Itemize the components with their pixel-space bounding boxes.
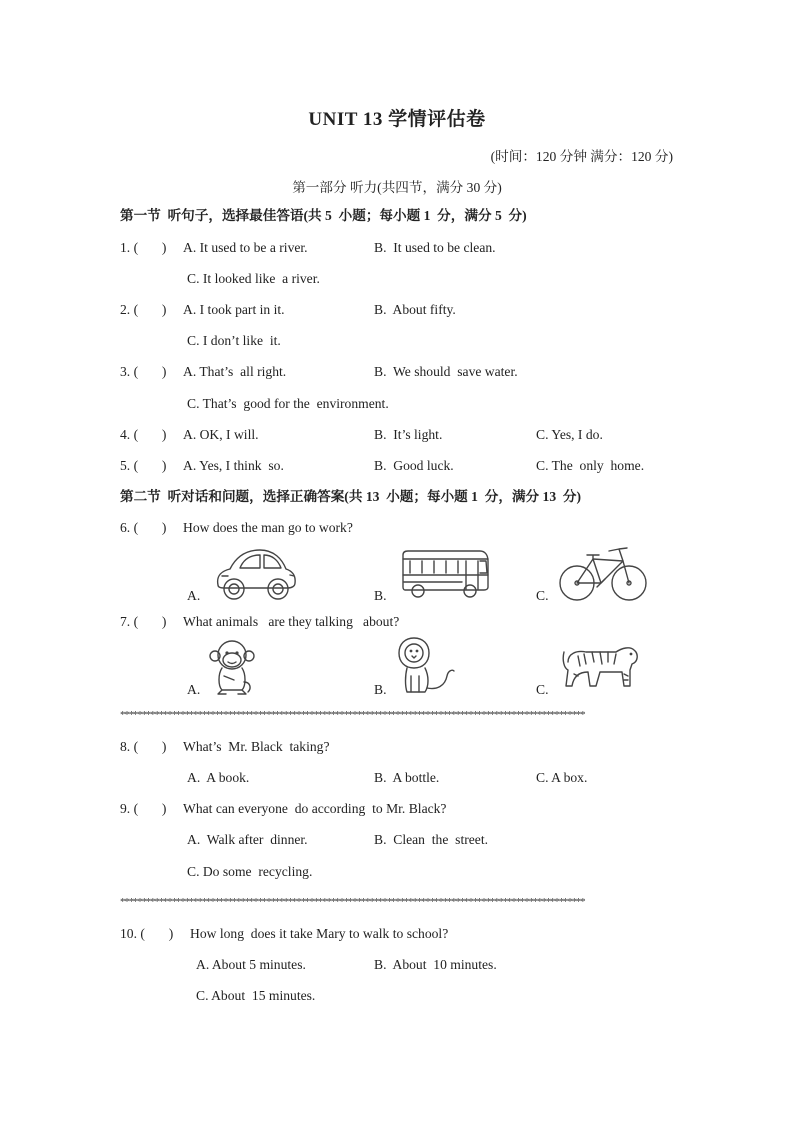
q10-option-a: A. About 5 minutes. (196, 957, 306, 972)
q5-number: 5. ( ) (120, 458, 167, 473)
q10-number: 10. ( ) (120, 926, 174, 941)
q1-option-c: C. It looked like a river. (187, 271, 320, 286)
page-title: UNIT 13 学情评估卷 (308, 109, 486, 130)
q9-number: 9. ( ) (120, 801, 167, 816)
part-heading: 第一部分 听力(共四节，满分 30 分) (292, 180, 502, 195)
q8-option-a: A. A book. (187, 770, 250, 785)
q3-number: 3. ( ) (120, 364, 167, 379)
q6-number: 6. ( ) (120, 520, 167, 535)
q3-option-c: C. That’s good for the environment. (187, 396, 389, 411)
q7-number: 7. ( ) (120, 614, 167, 629)
q4-option-a: A. OK, I will. (183, 427, 259, 442)
q10-question: How long does it take Mary to walk to school? (190, 926, 449, 941)
q5-option-b: B. Good luck. (374, 458, 454, 473)
q6-option-a: A. (187, 588, 201, 603)
bus-icon (400, 549, 490, 599)
q5-option-a: A. Yes, I think so. (183, 458, 284, 473)
q4-option-c: C. Yes, I do. (536, 427, 603, 442)
q7-option-b: B. (374, 682, 387, 697)
q1-option-a: A. It used to be a river. (183, 240, 308, 255)
separator-line: ************************************************************************************************************ (120, 709, 585, 721)
q8-option-c: C. A box. (536, 770, 588, 785)
q9-option-c: C. Do some recycling. (187, 864, 313, 879)
tiger-icon (560, 640, 642, 692)
q6-option-c: C. (536, 588, 549, 603)
q8-question: What’s Mr. Black taking? (183, 739, 330, 754)
q10-option-c: C. About 15 minutes. (196, 988, 316, 1003)
separator-line: ************************************************************************************************************ (120, 896, 585, 908)
q7-question: What animals are they talking about? (183, 614, 400, 629)
q5-option-c: C. The only home. (536, 458, 645, 473)
q2-option-b: B. About fifty. (374, 302, 456, 317)
q7-option-a: A. (187, 682, 201, 697)
q4-option-b: B. It’s light. (374, 427, 443, 442)
q2-option-a: A. I took part in it. (183, 302, 285, 317)
lion-icon (395, 636, 457, 696)
section2-heading: 第二节 听对话和问题，选择正确答案(共 13 小题；每小题 1 分，满分 13 分) (120, 489, 582, 504)
q1-option-b: B. It used to be clean. (374, 240, 496, 255)
q6-question: How does the man go to work? (183, 520, 353, 535)
q8-number: 8. ( ) (120, 739, 167, 754)
q3-option-a: A. That’s all right. (183, 364, 287, 379)
q6-option-b: B. (374, 588, 387, 603)
q2-number: 2. ( ) (120, 302, 167, 317)
time-info: (时间：120 分钟 满分：120 分) (490, 149, 673, 164)
bicycle-icon (557, 545, 649, 603)
section1-heading: 第一节 听句子，选择最佳答语(共 5 小题；每小题 1 分，满分 5 分) (120, 208, 527, 223)
q3-option-b: B. We should save water. (374, 364, 518, 379)
q2-option-c: C. I don’t like it. (187, 333, 281, 348)
q8-option-b: B. A bottle. (374, 770, 440, 785)
monkey-icon (208, 638, 256, 696)
q1-number: 1. ( ) (120, 240, 167, 255)
q4-number: 4. ( ) (120, 427, 167, 442)
q7-option-c: C. (536, 682, 549, 697)
q9-option-b: B. Clean the street. (374, 832, 489, 847)
q9-question: What can everyone do according to Mr. Black? (183, 801, 447, 816)
q9-option-a: A. Walk after dinner. (187, 832, 308, 847)
car-icon (212, 545, 298, 603)
q10-option-b: B. About 10 minutes. (374, 957, 497, 972)
